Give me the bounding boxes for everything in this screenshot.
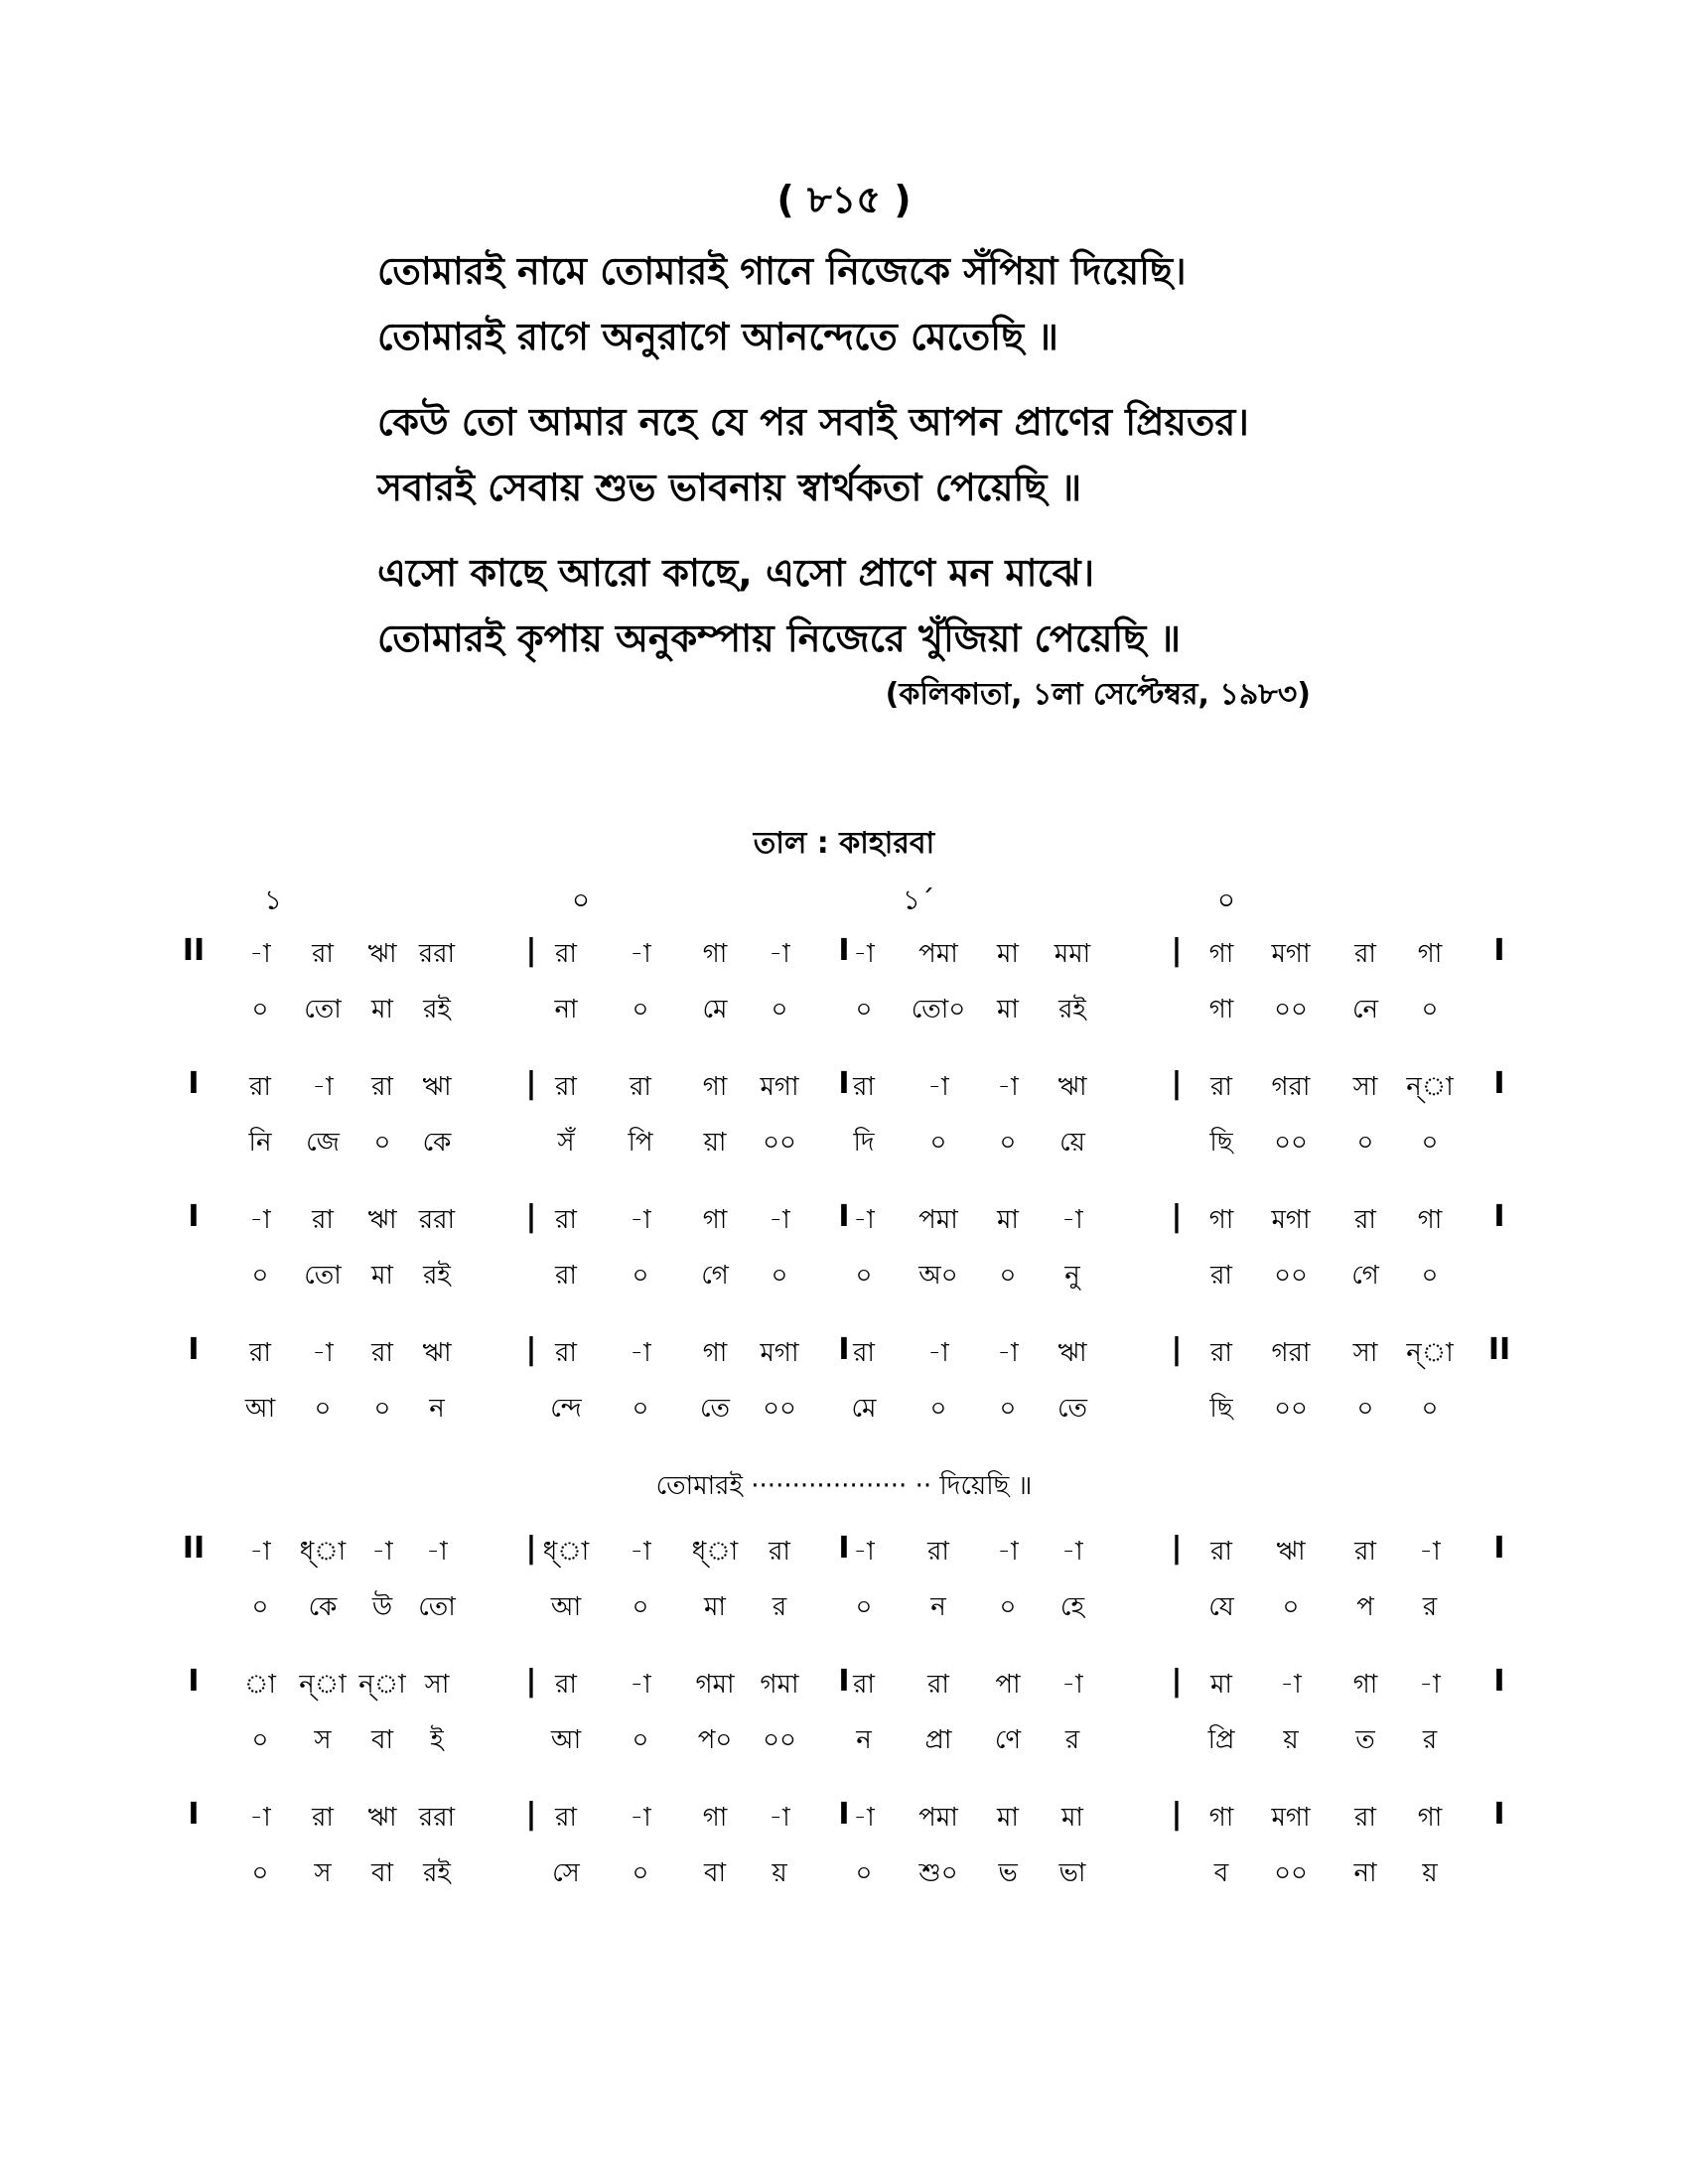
note: -া [1419,1537,1441,1567]
syllable: ছি [1209,1128,1233,1158]
note: -া [927,1338,949,1368]
note: -া [853,939,875,969]
beat-mark: ১ [263,884,283,916]
syllable: ০ [251,1858,269,1888]
syllable: ০ [251,1725,269,1755]
syllable: ০ [632,1394,649,1424]
syllable: মা [371,995,393,1024]
note: পমা [918,1803,958,1833]
note: রা [927,1670,949,1700]
note: ন্া [358,1670,406,1700]
note: -া [426,1537,448,1567]
syllable: ০০ [1274,995,1308,1024]
bar-line: I [1493,1531,1505,1566]
syllable: য় [1422,1858,1438,1888]
syllable: ভা [1058,1858,1086,1888]
syllable: ০ [929,1394,947,1424]
note: গা [702,1338,728,1368]
song-number: ( ৮১৫ ) [776,178,912,221]
syllable: ত [1355,1725,1375,1755]
syllable: দি [853,1128,875,1158]
notation-row [179,1531,1529,1586]
note: রা [1354,939,1376,969]
note: -া [249,1803,271,1833]
note: ন্া [1406,1072,1454,1102]
note: গমা [760,1670,799,1700]
syllable: প্রা [924,1725,952,1755]
note: রা [1210,1537,1232,1567]
bar-line: I [188,1797,200,1832]
syllable-row [179,1255,1529,1332]
note: রা [555,1803,577,1833]
bar-line: I [1493,1664,1505,1699]
syllable: মা [371,1261,393,1291]
syllable: ০ [1282,1592,1300,1622]
note: রা [371,1072,393,1102]
note: ধ্া [542,1537,590,1567]
stanza [377,238,1370,369]
notation-table [179,933,1529,1930]
syllable: ০ [855,1261,873,1291]
note: মগা [1271,1803,1311,1833]
note: ঋা [1057,1072,1087,1102]
syllable: ন [429,1394,445,1424]
note: গা [1208,1803,1234,1833]
note: -া [312,1072,334,1102]
lyric-line: তোমারই নামে তোমারই গানে নিজেকে সঁপিয়া দিয়েছি। [377,249,1187,293]
note: -া [630,1803,651,1833]
lyric-line: তোমারই কৃপায় অনুকম্পায় নিজেরে খুঁজিয়া পেয়েছি ॥ [377,616,1181,660]
syllable: ০ [251,995,269,1024]
note: -া [630,1670,651,1700]
note: -া [1061,1205,1083,1235]
syllable: ০ [929,1128,947,1158]
syllable: ০ [1421,1261,1439,1291]
beat-mark: ০ [1216,884,1236,916]
note: া [244,1670,276,1700]
syllable: কে [422,1128,452,1158]
note: রা [630,1072,651,1102]
note: -া [630,1338,651,1368]
syllable: না [554,995,578,1024]
bar-line: I [838,1531,850,1566]
lyric-line: কেউ তো আমার নহে যে পর সবাই আপন প্রাণের প্রিয়তর। [377,400,1249,444]
lyric-line: এসো কাছে আরো কাছে, এসো প্রাণে মন মাঝে। [377,551,1095,595]
note: গা [1208,1205,1234,1235]
syllable: রই [423,1858,451,1888]
syllable: স [314,1858,332,1888]
note: মগা [1271,1205,1311,1235]
syllable: ন্দে [550,1394,582,1424]
syllable: মে [702,995,728,1024]
syllable: ০ [999,1261,1017,1291]
syllable: মে [851,1394,877,1424]
note: রা [1354,1803,1376,1833]
syllable-row [179,1122,1529,1199]
note: রা [555,1072,577,1102]
notation-row [179,1797,1529,1852]
note: মা [1061,1803,1083,1833]
syllable: ০ [251,1592,269,1622]
note: রা [853,1338,875,1368]
note: -া [249,1537,271,1567]
bar-line: | [525,1531,537,1566]
syllable: না [1353,1858,1377,1888]
syllable: বা [370,1725,393,1755]
note: রা [1210,1072,1232,1102]
bar-line: I [838,933,850,968]
syllable: বা [703,1858,726,1888]
note: ররা [418,1205,456,1235]
note: মা [997,1803,1019,1833]
bar-line: II [182,933,206,968]
syllable: বা [370,1858,393,1888]
syllable: ন [930,1592,946,1622]
note: রা [249,1338,271,1368]
lyric-line: সবারই সেবায় শুভ ভাবনায় স্বার্থকতা পেয়েছি ॥ [377,466,1082,509]
note: গা [1417,1205,1443,1235]
note: গা [1352,1670,1378,1700]
syllable: গা [1208,995,1234,1024]
note: গমা [695,1670,735,1700]
note: -া [997,1537,1019,1567]
stanza [377,389,1370,520]
syllable: ০ [632,1858,649,1888]
syllable: ০ [373,1394,391,1424]
syllable: য় [772,1858,787,1888]
note: -া [630,1537,651,1567]
syllable: হে [1059,1592,1085,1622]
note: রা [312,1803,334,1833]
syllable: তো [304,1261,342,1291]
bar-line: I [838,1199,850,1234]
notation-row [179,1332,1529,1388]
syllable-row [179,1586,1529,1664]
beat-marks [0,879,1688,918]
syllable: ন [856,1725,872,1755]
bar-line: I [188,1664,200,1699]
bar-line: I [188,1199,200,1234]
syllable: নু [1064,1261,1080,1291]
syllable: রা [555,1261,577,1291]
syllable: মা [997,995,1019,1024]
syllable: মা [704,1592,726,1622]
lyric-line: তোমারই রাগে অনুরাগে আনন্দেতে মেতেছি ॥ [377,315,1058,358]
note: ধ্া [299,1537,347,1567]
note: মগা [760,1338,799,1368]
syllable: ০ [771,995,788,1024]
note: পমা [918,939,958,969]
syllable: রা [1210,1261,1232,1291]
syllable: ০ [314,1394,332,1424]
note: ঋা [367,1803,397,1833]
syllable: আ [244,1394,276,1424]
note: -া [997,1338,1019,1368]
syllable: য়ে [1059,1128,1085,1158]
note: -া [769,1803,790,1833]
bar-line: I [838,1664,850,1699]
notation-row [179,933,1529,989]
syllable: ছি [1209,1394,1233,1424]
bar-line: | [525,1664,537,1699]
syllable: ০ [999,1394,1017,1424]
note: -া [769,1205,790,1235]
note: রা [1354,1205,1376,1235]
syllable: শু০ [918,1858,958,1888]
note: -া [1280,1670,1302,1700]
syllable: প [1356,1592,1374,1622]
note: রা [1354,1537,1376,1567]
note: -া [853,1205,875,1235]
syllable: ০ [632,1592,649,1622]
note: গরা [1271,1338,1311,1368]
syllable: রই [423,995,451,1024]
taal-title: তাল : কাহারবা [753,826,935,861]
note: গা [1208,939,1234,969]
syllable: তে [699,1394,731,1424]
syllable: ০ [632,1261,649,1291]
syllable: ণে [994,1725,1022,1755]
note: মগা [760,1072,799,1102]
note: রা [927,1537,949,1567]
bar-line: | [525,1332,537,1367]
note: রা [555,1338,577,1368]
note: রা [312,1205,334,1235]
stanza [377,540,1370,671]
note: গরা [1271,1072,1311,1102]
bar-line: I [188,1332,200,1367]
note: রা [853,1072,875,1102]
syllable: আ [550,1592,582,1622]
note: ররা [418,1803,456,1833]
syllable: ০০ [1274,1261,1308,1291]
syllable: তে [1056,1394,1088,1424]
note: রা [249,1072,271,1102]
note: ঋা [367,1205,397,1235]
note: গা [1417,939,1443,969]
notation-row [179,1664,1529,1719]
notation-row [179,1066,1529,1122]
note: -া [853,1803,875,1833]
note: মমা [1054,939,1091,969]
syllable: আ [550,1725,582,1755]
syllable: নি [248,1128,272,1158]
syllable: ০০ [1274,1858,1308,1888]
refrain-cue: তোমারই ··················· ·· দিয়েছি ॥ [655,1471,1033,1501]
syllable: ০ [771,1261,788,1291]
syllable: ০ [251,1261,269,1291]
note: সা [424,1670,450,1700]
note: -া [997,1072,1019,1102]
syllable: সে [552,1858,580,1888]
note: সা [1352,1338,1378,1368]
bar-line: I [1493,933,1505,968]
syllable: য় [1283,1725,1299,1755]
syllable: তো [304,995,342,1024]
syllable: র [1064,1725,1080,1755]
syllable: ই [430,1725,444,1755]
syllable: য়া [703,1128,727,1158]
note: -া [853,1537,875,1567]
note: রা [312,939,334,969]
note: ঋা [1057,1338,1087,1368]
note: -া [312,1338,334,1368]
beat-mark: ১´ [902,884,935,916]
bar-line: I [838,1797,850,1832]
syllable: ০০ [763,1128,796,1158]
syllable: ০০ [763,1725,796,1755]
note: রা [853,1670,875,1700]
note: ন্া [1406,1338,1454,1368]
note: গা [1417,1803,1443,1833]
note: মা [1210,1670,1232,1700]
note: রা [555,1670,577,1700]
note: রা [555,1205,577,1235]
note: পা [995,1670,1021,1700]
syllable: জে [306,1128,340,1158]
note: -া [630,1205,651,1235]
note: গা [702,1205,728,1235]
note: -া [371,1537,393,1567]
note: রা [555,939,577,969]
syllable-row [179,1852,1529,1930]
note: মা [997,1205,1019,1235]
syllable: র [772,1592,787,1622]
note: রা [371,1338,393,1368]
note: ঋা [422,1338,452,1368]
bar-line: I [1493,1066,1505,1101]
syllable: যে [1208,1592,1234,1622]
note: ঋা [422,1072,452,1102]
bar-line: | [1171,1199,1183,1234]
note: -া [1419,1670,1441,1700]
place-date: (কলিকাতা, ১লা সেপ্টেম্বর, ১৯৮৩) [885,677,1311,712]
syllable: গে [1351,1261,1379,1291]
syllable: র [1422,1592,1438,1622]
syllable: প্রি [1207,1725,1235,1755]
syllable: ০ [855,1592,873,1622]
note: -া [927,1072,949,1102]
note: মগা [1271,939,1311,969]
note: রা [1210,1338,1232,1368]
bar-line: | [1171,933,1183,968]
syllable: ০ [1356,1128,1374,1158]
syllable: ০ [1356,1394,1374,1424]
syllable: ০ [855,1858,873,1888]
syllable: গে [701,1261,729,1291]
syllable: স [314,1725,332,1755]
note: -া [769,939,790,969]
syllable: উ [371,1592,393,1622]
note: মা [997,939,1019,969]
syllable: অ০ [918,1261,958,1291]
note: -া [1061,1537,1083,1567]
bar-line: | [525,1066,537,1101]
bar-line: | [525,933,537,968]
syllable: ০ [1421,995,1439,1024]
bar-line: | [1171,1531,1183,1566]
note: -া [630,939,651,969]
syllable: কে [308,1592,338,1622]
bar-line: II [1487,1332,1511,1367]
note: গা [702,1803,728,1833]
syllable: র [1422,1725,1438,1755]
note: গা [702,1072,728,1102]
note: ঋা [1276,1537,1306,1567]
bar-line: I [188,1066,200,1101]
syllable: ০ [632,995,649,1024]
syllable: ০ [999,1128,1017,1158]
bar-line: | [1171,1797,1183,1832]
beat-mark: ০ [571,884,591,916]
syllable: ০ [855,995,873,1024]
note: ধ্া [691,1537,739,1567]
bar-line: | [525,1199,537,1234]
syllable: পি [628,1128,653,1158]
note: ন্া [299,1670,347,1700]
bar-line: | [1171,1664,1183,1699]
note: -া [1061,1670,1083,1700]
syllable-row [179,1388,1529,1465]
note: ঋা [367,939,397,969]
syllable: প০ [697,1725,733,1755]
syllable: রই [423,1261,451,1291]
syllable: ভ [998,1858,1018,1888]
bar-line: | [525,1797,537,1832]
note: -া [249,939,271,969]
syllable: তো০ [911,995,966,1024]
syllable-row [179,989,1529,1066]
note: ররা [418,939,456,969]
notation-row [179,1199,1529,1255]
bar-line: I [838,1332,850,1367]
note: পমা [918,1205,958,1235]
syllable: ০ [999,1592,1017,1622]
bar-line: | [1171,1332,1183,1367]
syllable: ০০ [1274,1394,1308,1424]
bar-line: | [1171,1066,1183,1101]
note: -া [249,1205,271,1235]
note: সা [1352,1072,1378,1102]
syllable-row [179,1719,1529,1797]
bar-line: I [1493,1199,1505,1234]
syllable: তো [418,1592,456,1622]
note: গা [702,939,728,969]
bar-line: II [182,1531,206,1566]
bar-line: I [838,1066,850,1101]
bar-line: I [1493,1797,1505,1832]
syllable: নে [1351,995,1379,1024]
syllable: ০ [373,1128,391,1158]
syllable: ০০ [1274,1128,1308,1158]
syllable: রই [1058,995,1086,1024]
syllable: ব [1213,1858,1229,1888]
syllable: ০ [1421,1128,1439,1158]
syllable: ০০ [763,1394,796,1424]
note: রা [769,1537,790,1567]
syllable: ০ [1421,1394,1439,1424]
syllable: সঁ [557,1128,575,1158]
lyrics [377,238,1370,691]
syllable: ০ [632,1725,649,1755]
